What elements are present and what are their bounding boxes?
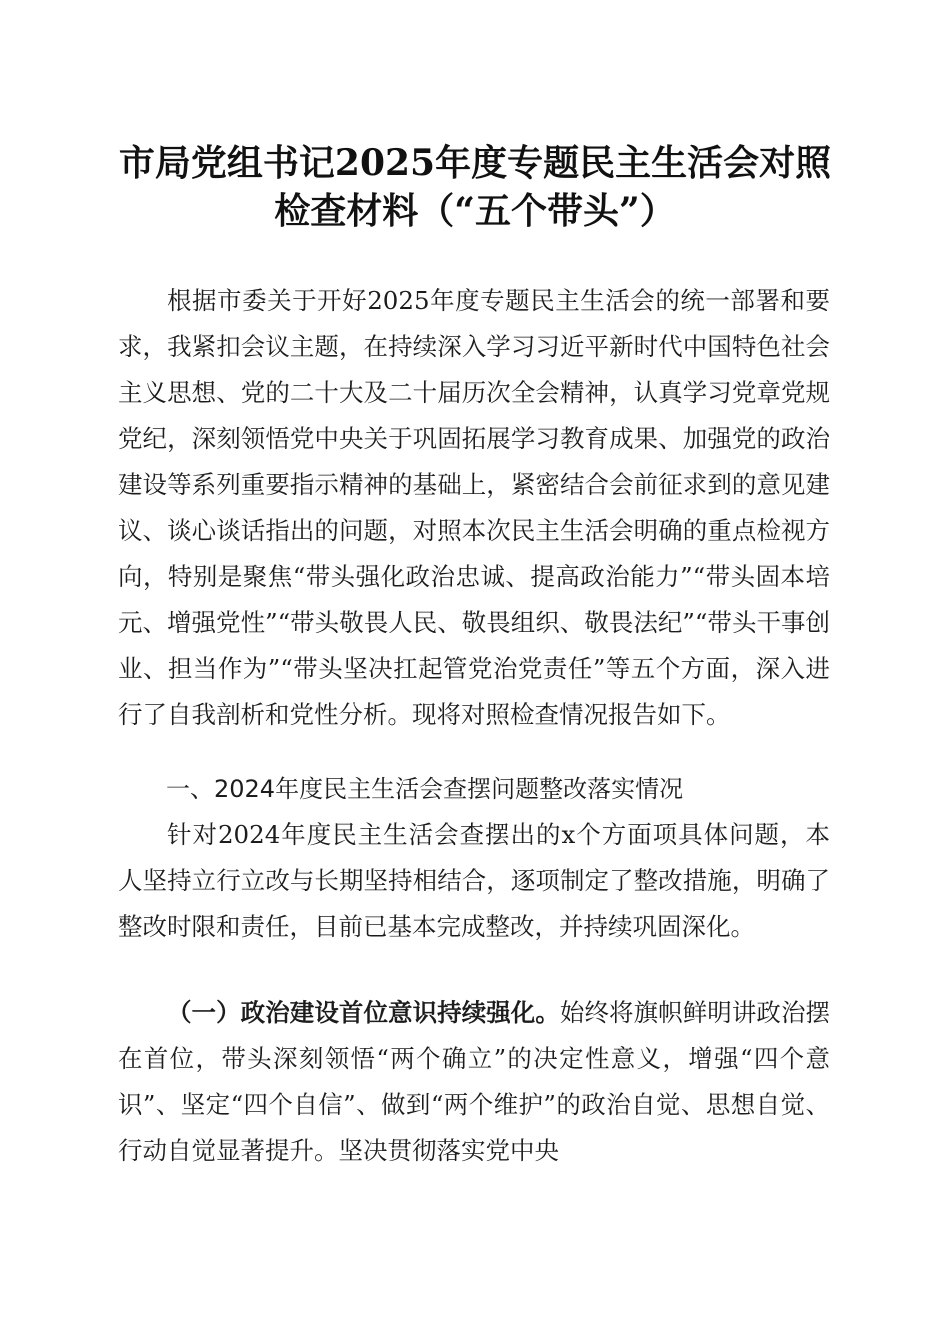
subsection-1-text: 始终将旗帜鲜明讲政治摆在首位，带头深刻领悟“两个确立”的决定性意义，增强“四个意识”、坚定“四个自信”、做到“两个维护”的政治自觉、思想自觉、行动自觉显著提升。坚决贯彻落实党中央: [118, 998, 830, 1165]
section-heading-1: 一、2024年度民主生活会查摆问题整改落实情况: [166, 775, 684, 803]
subsection-1-paragraph: [118, 990, 830, 1174]
subsection-1-heading: （一）政治建设首位意识持续强化。: [167, 998, 560, 1027]
section-1-paragraph: 针对2024年度民主生活会查摆出的x个方面项具体问题，本人坚持立行立改与长期坚持相结合，逐项制定了整改措施，明确了整改时限和责任，目前已基本完成整改，并持续巩固深化。: [118, 820, 830, 941]
document-title-line-1: 市局党组书记2025年度专题民主生活会对照: [118, 142, 832, 184]
document-title-line-2: 检查材料（“五个带头”）: [274, 190, 676, 232]
intro-paragraph: 根据市委关于开好2025年度专题民主生活会的统一部署和要求，我紧扣会议主题，在持续深入学习习近平新时代中国特色社会主义思想、党的二十大及二十届历次全会精神，认真学习党章党规党纪，深刻领悟党中央关于巩固拓展学习教育成果、加强党的政治建设等系列重要指示精神的基础上，紧密结合会前征求到的意见建议、谈心谈话指出的问题，对照本次民主生活会明确的重点检视方向，特别是聚焦“带头强化政治忠诚、提高政治能力”“带头固本培元、增强党性”“带头敬畏人民、敬畏组织、敬畏法纪”“带头干事创业、担当作为”“带头坚决扛起管党治党责任”等五个方面，深入进行了自我剖析和党性分析。现将对照检查情况报告如下。: [118, 286, 830, 729]
